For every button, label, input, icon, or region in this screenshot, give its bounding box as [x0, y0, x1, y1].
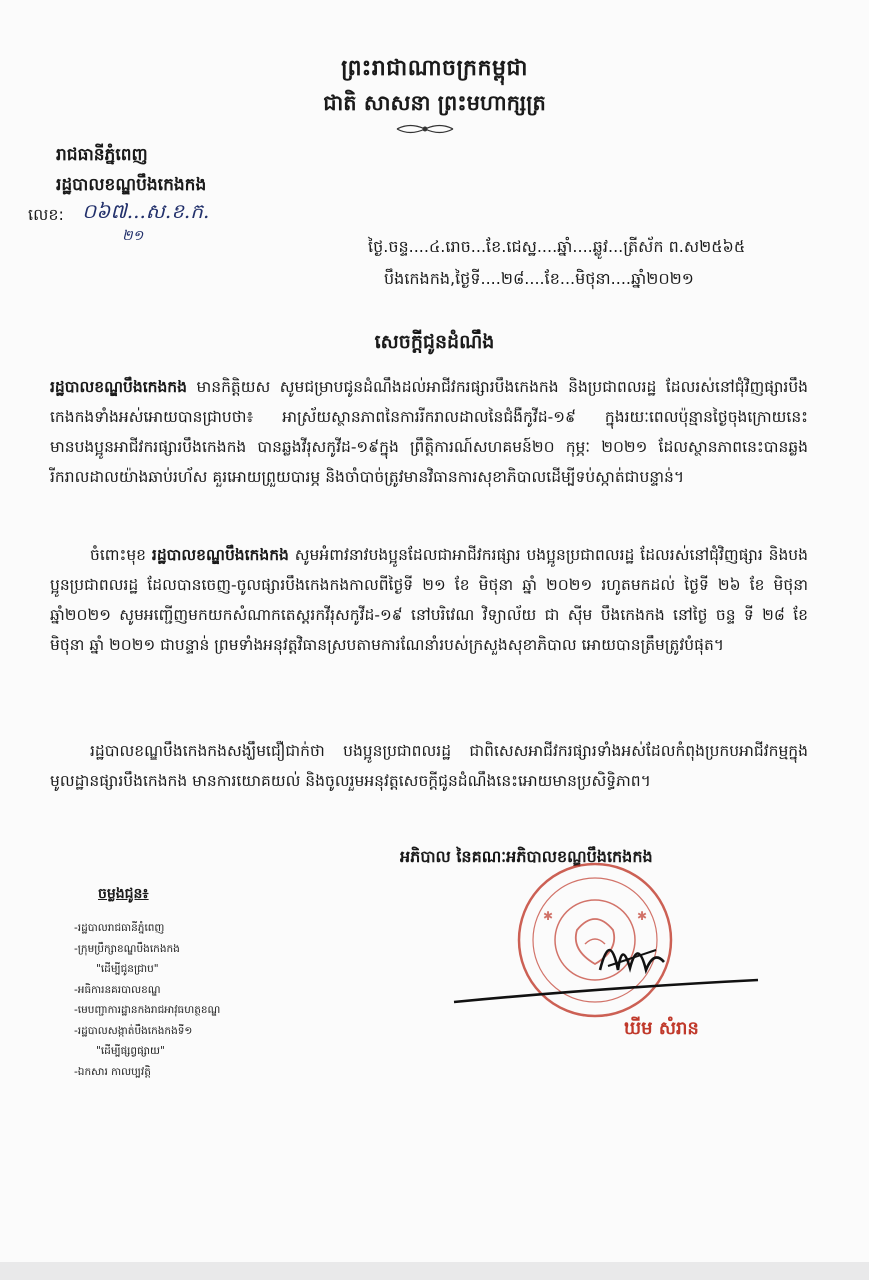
signatory-name: ឃីម សំរាន: [624, 1018, 699, 1039]
paragraph-3-text: រដ្ឋបាលខណ្ឌបឹងកេងកងសង្ឃឹមជឿជាក់ថា បងប្អូនប្រជាពលរដ្ឋ ជាពិសេសអាជីវករផ្សារទាំងអស់ដែលកំពុងប្រកបអាជីវកម្មក្នុងមូលដ្ឋានផ្សារបឹងកេងកង មានការយោគយល់ និងចូលរួមអនុវត្តសេចក្តីជូនដំណឹងនេះអោយមានប្រសិទ្ធិភាព។: [50, 742, 808, 790]
kingdom-heading: ព្រះរាជាណាចក្រកម្ពុជា: [341, 56, 528, 81]
paragraph-2-text: សូមអំពាវនាវបងប្អូនដែលជាអាជីវករផ្សារ បងប្អូនប្រជាពលរដ្ឋ ដែលរស់នៅជុំវិញផ្សារ និងបងប្អូនប្រជាពលរដ្ឋ ដែលបានចេញ-ចូលផ្សារបឹងកេងកងកាលពីថ្ងៃទី ២១ ខែ មិថុនា ឆ្នាំ ២០២១ រហូតមកដល់ ថ្ងៃទី ២៦ ខែ មិថុនា ឆ្នាំ២០២១ សូមអញ្ជើញមកយកសំណាកតេស្តរកវីរុសកូវីដ-១៩ នៅបរិវេណ វិទ្យាល័យ ជា ស៊ីម បឹងកេងកង នៅថ្ងៃ ចន្ទ ទី ២៨ ខែ មិថុនា ឆ្នាំ ២០២១ ជាបន្ទាន់ ព្រមទាំងអនុវត្តវិធានស្របតាមការណែនាំរបស់ក្រសួងសុខាភិបាល អោយបានត្រឹមត្រូវបំផុត។: [50, 546, 808, 654]
cc-item: -ឯកសារ កាលប្បវត្តិ: [74, 1065, 151, 1078]
solar-date: បឹងកេងកង,ថ្ងៃទី....២៨....ខែ...មិថុនា....ឆ្នាំ២០២១: [384, 269, 694, 288]
paragraph-2-prefix: ចំពោះមុខ: [90, 546, 152, 564]
handwritten-signature-icon: [450, 910, 780, 1030]
paragraph-1-text: មានកិត្តិយស សូមជម្រាបជូនដំណឹងដល់អាជីវករផ្សារបឹងកេងកង និងប្រជាពលរដ្ឋ ដែលរស់នៅជុំវិញផ្សារបឹងកេងកងទាំងអស់អោយបានជ្រាបថា៖ អាស្រ័យស្ថានភាពនៃការរីករាលដាលនៃជំងឺកូវីដ-១៩ ក្នុងរយៈពេលប៉ុន្មានថ្ងៃចុងក្រោយនេះ មានបងប្អូនអាជីវករផ្សារបឹងកេងកង បានឆ្លងវីរុសកូវីដ-១៩ក្នុង ព្រឹត្តិការណ៍សហគមន៍២០ កុម្ភៈ ២០២១ ដែលស្ថានភាពនេះបានឆ្លងរីករាលដាលយ៉ាងឆាប់រហ័ស គួរអោយព្រួយបារម្ភ និងចាំបាច់ត្រូវមានវិធានការសុខាភិបាលដើម្បីទប់ស្កាត់ជាបន្ទាន់។: [50, 378, 808, 486]
signatory-title: អភិបាល នៃគណៈអភិបាលខណ្ឌបឹងកេងកង: [400, 847, 653, 866]
svg-text:✱: ✱: [543, 909, 554, 923]
ornament-divider-icon: [395, 122, 455, 136]
svg-text:✱: ✱: [637, 909, 648, 923]
cc-heading: ចម្លងជូន៖: [98, 886, 149, 902]
cc-item: -ក្រុមប្រឹក្សាខណ្ឌបឹងកេងកង: [74, 942, 180, 955]
lunar-date: ថ្ងៃ.ចន្ទ....៤.រោច...ខែ.ជេស្ឋ....ឆ្នាំ....ឆ្លូវ...ត្រីស័ក ព.ស២៥៦៥: [368, 237, 746, 256]
letterhead-district: រដ្ឋបាលខណ្ឌបឹងកេងកង: [56, 175, 207, 195]
cc-item: -អធិការនគរបាលខណ្ឌ: [74, 983, 161, 996]
letterhead-capital: រាជធានីភ្នំពេញ: [56, 145, 148, 165]
paragraph-1-lead: រដ្ឋបាលខណ្ឌបឹងកេងកង: [50, 378, 187, 396]
national-motto: ជាតិ សាសនា ព្រះមហាក្សត្រ: [323, 91, 546, 115]
paragraph-3: [50, 736, 808, 796]
cc-item: -រដ្ឋបាលសង្កាត់បឹងកេងកងទី១: [74, 1024, 193, 1037]
cc-list: [74, 918, 220, 1082]
cc-item: -មេបញ្ជាការដ្ឋានកងរាជអាវុធហត្ថខណ្ឌ: [74, 1004, 221, 1016]
reference-label: លេខ:: [28, 205, 64, 224]
paragraph-1: [50, 372, 808, 492]
cc-item: "ដើម្បីផ្សព្វផ្សាយ": [96, 1045, 165, 1057]
cc-item: "ដើម្បីជូនជ្រាប": [96, 963, 159, 975]
cc-item: -រដ្ឋបាលរាជធានីភ្នំពេញ: [74, 922, 165, 934]
reference-annotation: ២១: [122, 228, 144, 244]
paragraph-2-lead: រដ្ឋបាលខណ្ឌបឹងកេងកង: [151, 546, 289, 564]
reference-number: ០៦៧...ស.ខ.ក.: [82, 199, 210, 223]
paragraph-2: [50, 540, 808, 660]
document-title: សេចក្តីជូនដំណឹង: [374, 331, 495, 353]
